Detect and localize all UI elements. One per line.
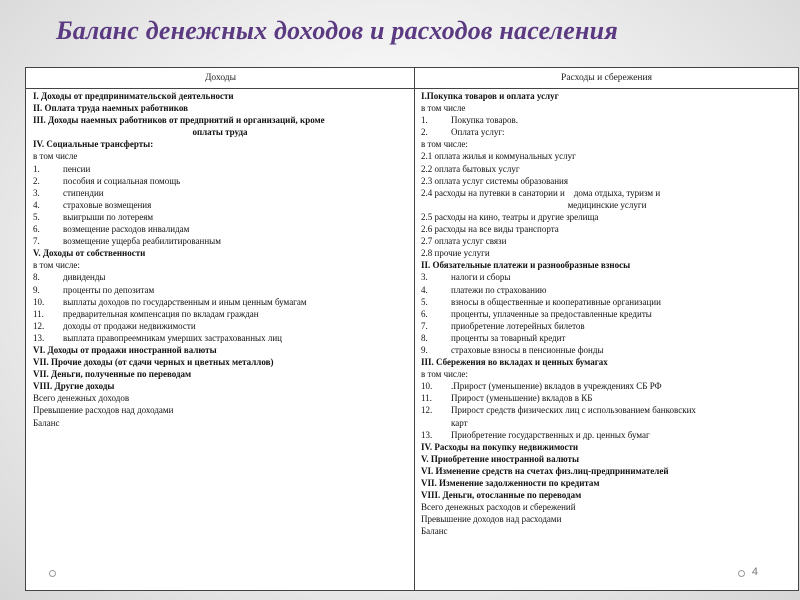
income-line: VI. Доходы от продажи иностранной валюты — [33, 344, 217, 355]
income-item — [33, 235, 407, 247]
balance-table — [25, 67, 799, 591]
item-text: доходы от продажи недвижимости — [63, 320, 196, 331]
expense-line: VI. Изменение средств на счетах физ.лиц-предпринимателей — [421, 465, 669, 476]
income-item — [33, 332, 407, 344]
income-line: в том числе: — [33, 260, 80, 271]
expense-line: II. Обязательные платежи и разнообразные взносы — [421, 260, 631, 271]
expense-item — [421, 284, 793, 296]
expense-line: 2.2 оплата бытовых услуг — [421, 163, 520, 174]
item-text: Прирост (уменьшение) вкладов в КБ — [451, 393, 593, 404]
income-line: VII. Деньги, полученные по переводам — [33, 369, 192, 380]
item-number: 11. — [33, 308, 44, 319]
expense-line: 2.1 оплата жилья и коммунальных услуг — [421, 151, 576, 162]
item-text: платежи по страхованию — [451, 284, 547, 295]
item-number: 4. — [33, 199, 40, 210]
item-text: возмещение расходов инвалидам — [63, 224, 190, 235]
expense-line: в том числе: — [421, 369, 468, 380]
item-text: Оплата услуг: — [451, 127, 505, 138]
item-number: 13. — [421, 429, 433, 440]
expense-line: III. Сбережения во вкладах и ценных бумагах — [421, 357, 608, 368]
expense-item — [421, 404, 793, 416]
item-text: пенсии — [63, 163, 91, 174]
expense-line: медицинские услуги — [567, 199, 647, 210]
item-number: 10. — [421, 381, 433, 392]
item-text: дивиденды — [63, 272, 106, 283]
expense-item — [421, 296, 793, 308]
income-item — [33, 199, 407, 211]
item-text: Прирост средств физических лиц с использованием банковских — [451, 405, 696, 416]
expense-line: 2.6 расходы на все виды транспорта — [421, 224, 559, 235]
income-line: оплаты труда — [192, 127, 248, 138]
item-number: 5. — [421, 296, 428, 307]
item-number: 1. — [421, 115, 428, 126]
income-line: II. Оплата труда наемных работников — [33, 103, 188, 114]
item-number: 9. — [421, 344, 428, 355]
item-number: 12. — [33, 320, 45, 331]
expense-line: Превышение доходов над расходами — [421, 514, 562, 525]
column-divider — [414, 68, 415, 590]
expense-item — [421, 126, 793, 138]
item-number: 7. — [33, 236, 40, 247]
slide-title: Баланс денежных доходов и расходов населения — [56, 16, 618, 45]
income-item — [33, 223, 407, 235]
expense-item — [421, 392, 793, 404]
item-number: 10. — [33, 296, 45, 307]
income-line: VII. Прочие доходы (от сдачи черных и цветных металлов) — [33, 357, 274, 368]
expense-line: карт — [451, 417, 468, 428]
income-line: Всего денежных доходов — [33, 393, 130, 404]
income-item — [33, 163, 407, 175]
item-text: стипендии — [63, 187, 104, 198]
expenses-column — [421, 90, 793, 537]
header-expenses: Расходы и сбережения — [561, 73, 652, 83]
income-item — [33, 175, 407, 187]
item-text: проценты за товарный кредит — [451, 332, 566, 343]
item-number: 13. — [33, 332, 45, 343]
expense-item — [421, 429, 793, 441]
item-number: 3. — [421, 272, 428, 283]
income-item — [33, 296, 407, 308]
item-number: 6. — [421, 308, 428, 319]
income-line: VIII. Другие доходы — [33, 381, 115, 392]
item-number: 7. — [421, 320, 428, 331]
income-line: Баланс — [33, 417, 60, 428]
item-number: 2. — [33, 175, 40, 186]
income-line: V. Доходы от собственности — [33, 248, 146, 259]
item-text: пособия и социальная помощь — [63, 175, 181, 186]
income-column — [33, 90, 407, 429]
table-header-row — [26, 68, 798, 89]
item-number: 8. — [33, 272, 40, 283]
expense-item — [421, 380, 793, 392]
item-text: проценты по депозитам — [63, 284, 155, 295]
income-line: IV. Социальные трансферты: — [33, 139, 154, 150]
item-text: Приобретение государственных и др. ценных бумаг — [451, 429, 650, 440]
income-item — [33, 271, 407, 283]
item-number: 9. — [33, 284, 40, 295]
expense-line: в том числе: — [421, 139, 468, 150]
expense-item — [421, 271, 793, 283]
item-text: налоги и сборы — [451, 272, 511, 283]
item-number: 5. — [33, 211, 40, 222]
expense-item — [421, 308, 793, 320]
header-income: Доходы — [204, 73, 237, 83]
expense-line: I.Покупка товаров и оплата услуг — [421, 91, 559, 101]
income-line: I. Доходы от предпринимательской деятельности — [33, 91, 234, 101]
income-item — [33, 284, 407, 296]
expense-line: Баланс — [421, 526, 448, 537]
item-text: страховые возмещения — [63, 199, 152, 210]
expense-line: IV. Расходы на покупку недвижимости — [421, 441, 579, 452]
expense-line: VIII. Деньги, отосланные по переводам — [421, 490, 582, 501]
expense-line: V. Приобретение иностранной валюты — [421, 453, 579, 464]
item-number: 11. — [421, 393, 432, 404]
expense-line: 2.3 оплата услуг системы образования — [421, 175, 568, 186]
item-text: приобретение лотерейных билетов — [451, 320, 585, 331]
expense-item — [421, 114, 793, 126]
expense-line: в том числе — [421, 103, 466, 114]
item-text: Покупка товаров. — [451, 115, 518, 126]
expense-item — [421, 320, 793, 332]
item-text: выплаты доходов по государственным и иным ценным бумагам — [63, 296, 307, 307]
income-item — [33, 211, 407, 223]
income-item — [33, 320, 407, 332]
income-line: Превышение расходов над доходами — [33, 405, 174, 416]
item-text: предварительная компенсация по вкладам граждан — [63, 308, 259, 319]
item-number: 2. — [421, 127, 428, 138]
expense-line: VII. Изменение задолженности по кредитам — [421, 478, 600, 488]
item-text: страховые взносы в пенсионные фонды — [451, 344, 604, 355]
expense-line: 2.5 расходы на кино, театры и другие зрелища — [421, 211, 599, 222]
slide-number: 4 — [751, 566, 758, 578]
item-text: возмещение ущерба реабилитированным — [63, 236, 221, 247]
item-text: .Прирост (уменьшение) вкладов в учреждениях СБ РФ — [451, 381, 662, 392]
item-text: выплата правопреемникам умерших застрахованных лиц — [63, 332, 282, 343]
item-text: взносы в общественные и кооперативные организации — [451, 296, 661, 307]
income-line: в том числе — [33, 151, 78, 162]
expense-line: 2.8 прочие услуги — [421, 248, 490, 259]
item-text: проценты, уплаченные за предоставленные кредиты — [451, 308, 652, 319]
decor-circle-icon — [738, 570, 745, 577]
item-number: 3. — [33, 187, 40, 198]
expense-item — [421, 344, 793, 356]
item-number: 6. — [33, 224, 40, 235]
decor-circle-icon — [49, 570, 56, 577]
expense-line: 2.7 оплата услуг связи — [421, 236, 507, 247]
item-number: 4. — [421, 284, 428, 295]
income-line: III. Доходы наемных работников от предприятий и организаций, кроме — [33, 115, 325, 126]
item-number: 12. — [421, 405, 433, 416]
expense-line: 2.4 расходы на путевки в санатории и дома отдыха, туризм и — [421, 187, 661, 198]
item-number: 1. — [33, 163, 40, 174]
item-text: выигрыши по лотереям — [63, 211, 154, 222]
income-item — [33, 308, 407, 320]
expense-line: Всего денежных расходов и сбережений — [421, 502, 576, 513]
expense-item — [421, 332, 793, 344]
item-number: 8. — [421, 332, 428, 343]
income-item — [33, 187, 407, 199]
